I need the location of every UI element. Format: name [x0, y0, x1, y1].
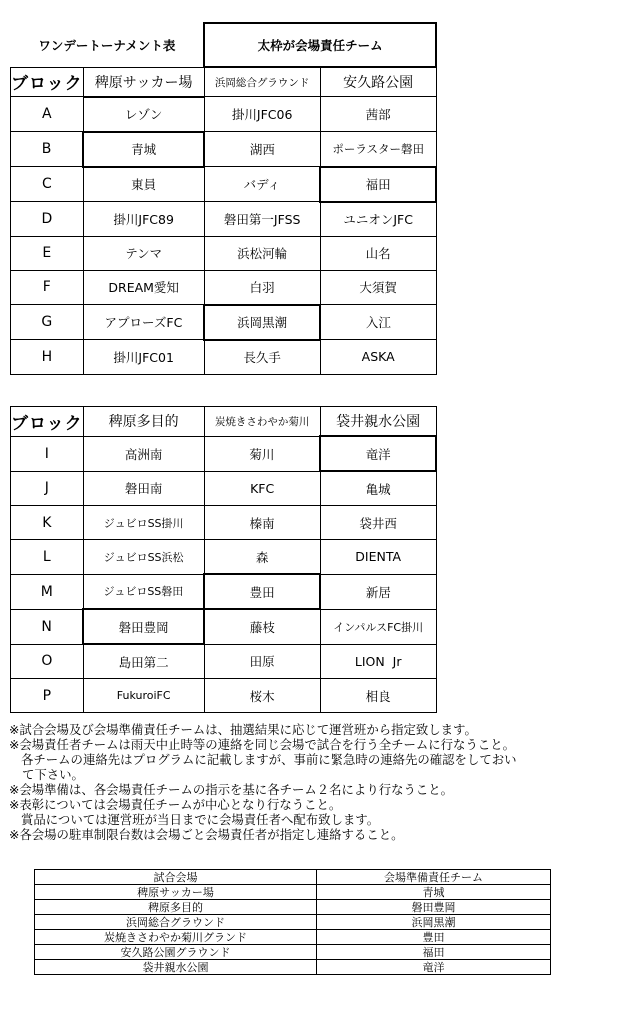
block-cell: D	[11, 202, 84, 237]
team-cell: 榛南	[204, 506, 320, 540]
tournament-title: ワンデートーナメント表	[11, 23, 205, 67]
table-row	[11, 540, 437, 575]
team-cell: FukuroiFC	[83, 679, 204, 713]
team-cell: 袋井西	[320, 506, 436, 540]
block-cell: I	[11, 436, 84, 471]
team-cell: 島田第二	[83, 644, 204, 679]
table-row	[11, 506, 437, 540]
team-cell: 磐田南	[83, 471, 204, 506]
team-cell: 入江	[320, 305, 436, 340]
column-header: ブロック	[11, 407, 84, 437]
venue-header-row	[35, 870, 551, 885]
table-row	[11, 270, 437, 305]
block-cell: H	[11, 340, 84, 375]
column-header: 浜岡総合グラウンド	[204, 67, 320, 97]
block-cell: L	[11, 540, 84, 575]
team-cell: 田原	[204, 644, 320, 679]
team-cell: 竜洋	[320, 436, 436, 471]
team-cell: 菊川	[204, 436, 320, 471]
table-row	[11, 471, 437, 506]
venue-table	[34, 869, 551, 975]
team-cell: ジュビロSS磐田	[83, 574, 204, 609]
team-cell: 新居	[320, 574, 436, 609]
team-cell: ポーラスター磐田	[320, 132, 436, 167]
team-cell: KFC	[204, 471, 320, 506]
table-row	[11, 305, 437, 340]
block-cell: P	[11, 679, 84, 713]
block-cell: A	[11, 97, 84, 132]
block-cell: B	[11, 132, 84, 167]
team-cell: 相良	[320, 679, 436, 713]
team-cell: DREAM愛知	[83, 270, 204, 305]
team-cell: 磐田第一JFSS	[204, 202, 320, 237]
column-header: 稗原サッカー場	[83, 67, 204, 97]
team-cell: 豊田	[204, 574, 320, 609]
block-cell: C	[11, 167, 84, 202]
column-header: 会場準備責任チーム	[317, 870, 551, 885]
team-cell: LION Jr	[320, 644, 436, 679]
title-row	[11, 23, 437, 67]
team-cell: DIENTA	[320, 540, 436, 575]
team-cell: 藤枝	[204, 609, 320, 644]
venue-row	[35, 900, 551, 915]
column-header: 袋井親水公園	[320, 407, 436, 437]
venue-cell: 稗原多目的	[35, 900, 317, 915]
team-cell: アプローズFC	[83, 305, 204, 340]
note-line: ※各会場の駐車制限台数は会場ごと会場責任者が指定し連絡すること。	[9, 827, 404, 842]
team-cell: 亀城	[320, 471, 436, 506]
team-cell: 桜木	[204, 679, 320, 713]
tournament-table-top	[10, 22, 437, 375]
venue-row	[35, 960, 551, 975]
venue-cell: 袋井親水公園	[35, 960, 317, 975]
team-cell: 浜松河輪	[204, 236, 320, 270]
note-line: 各チームの連絡先はプログラムに記載しますが、事前に緊急時の連絡先の確認をしておい	[21, 752, 517, 767]
team-cell: 竜洋	[317, 960, 551, 975]
team-cell: ジュビロSS掛川	[83, 506, 204, 540]
team-cell: 東員	[83, 167, 204, 202]
team-cell: 磐田豊岡	[83, 609, 204, 644]
note-line: ※表彰については会場責任チームが中心となり行なうこと。	[9, 797, 342, 812]
team-cell: 浜岡黒潮	[204, 305, 320, 340]
column-header: 稗原多目的	[83, 407, 204, 437]
team-cell: 山名	[320, 236, 436, 270]
team-cell: 福田	[320, 167, 436, 202]
block-cell: O	[11, 644, 84, 679]
venue-row	[35, 915, 551, 930]
team-cell: 磐田豊岡	[317, 900, 551, 915]
column-header: 試合会場	[35, 870, 317, 885]
table-row	[11, 97, 437, 132]
note-line: て下さい。	[22, 767, 84, 782]
notes-block	[9, 722, 517, 842]
team-cell: 茜部	[320, 97, 436, 132]
team-cell: 長久手	[204, 340, 320, 375]
table-row	[11, 436, 437, 471]
team-cell: バディ	[204, 167, 320, 202]
note-line: ※会場準備は、各会場責任チームの指示を基に各チーム２名により行なうこと。	[9, 782, 454, 797]
table-row	[11, 236, 437, 270]
column-header: ブロック	[11, 67, 84, 97]
column-header: 安久路公園	[320, 67, 436, 97]
table-row	[11, 609, 437, 644]
venue-row	[35, 885, 551, 900]
team-cell: レゾン	[83, 97, 204, 132]
team-cell: 湖西	[204, 132, 320, 167]
table-row	[11, 574, 437, 609]
block-cell: N	[11, 609, 84, 644]
venue-row	[35, 930, 551, 945]
block-cell: G	[11, 305, 84, 340]
column-header-row	[11, 67, 437, 97]
team-cell: 豊田	[317, 930, 551, 945]
block-cell: M	[11, 574, 84, 609]
block-cell: K	[11, 506, 84, 540]
team-cell: 白羽	[204, 270, 320, 305]
table-row	[11, 340, 437, 375]
tournament-table-bottom	[10, 406, 437, 713]
team-cell: 掛川JFC06	[204, 97, 320, 132]
table-row	[11, 132, 437, 167]
team-cell: 福田	[317, 945, 551, 960]
team-cell: 青城	[83, 132, 204, 167]
column-header-row	[11, 407, 437, 437]
team-cell: ASKA	[320, 340, 436, 375]
team-cell: テンマ	[83, 236, 204, 270]
table-row	[11, 679, 437, 713]
venue-cell: 炭焼きさわやか菊川グランド	[35, 930, 317, 945]
column-header: 炭焼きさわやか菊川	[204, 407, 320, 437]
table-row	[11, 644, 437, 679]
venue-cell: 稗原サッカー場	[35, 885, 317, 900]
team-cell: ユニオンJFC	[320, 202, 436, 237]
block-cell: E	[11, 236, 84, 270]
team-cell: 掛川JFC01	[83, 340, 204, 375]
team-cell: 高洲南	[83, 436, 204, 471]
team-cell: 掛川JFC89	[83, 202, 204, 237]
block-cell: J	[11, 471, 84, 506]
note-line: 賞品については運営班が当日までに会場責任者へ配布致します。	[21, 812, 380, 827]
team-cell: ジュビロSS浜松	[83, 540, 204, 575]
venue-row	[35, 945, 551, 960]
team-cell: 大須賀	[320, 270, 436, 305]
table-row	[11, 202, 437, 237]
note-line: ※会場責任者チームは雨天中止時等の連絡を同じ会場で試合を行う全チームに行なうこと。	[9, 737, 516, 752]
team-cell: インパルスFC掛川	[320, 609, 436, 644]
table-row	[11, 167, 437, 202]
team-cell: 森	[204, 540, 320, 575]
responsible-note: 太枠が会場責任チーム	[204, 23, 436, 67]
venue-cell: 安久路公園グラウンド	[35, 945, 317, 960]
team-cell: 青城	[317, 885, 551, 900]
team-cell: 浜岡黒潮	[317, 915, 551, 930]
note-line: ※試合会場及び会場準備責任チームは、抽選結果に応じて運営班から指定致します。	[9, 722, 477, 737]
venue-cell: 浜岡総合グラウンド	[35, 915, 317, 930]
block-cell: F	[11, 270, 84, 305]
